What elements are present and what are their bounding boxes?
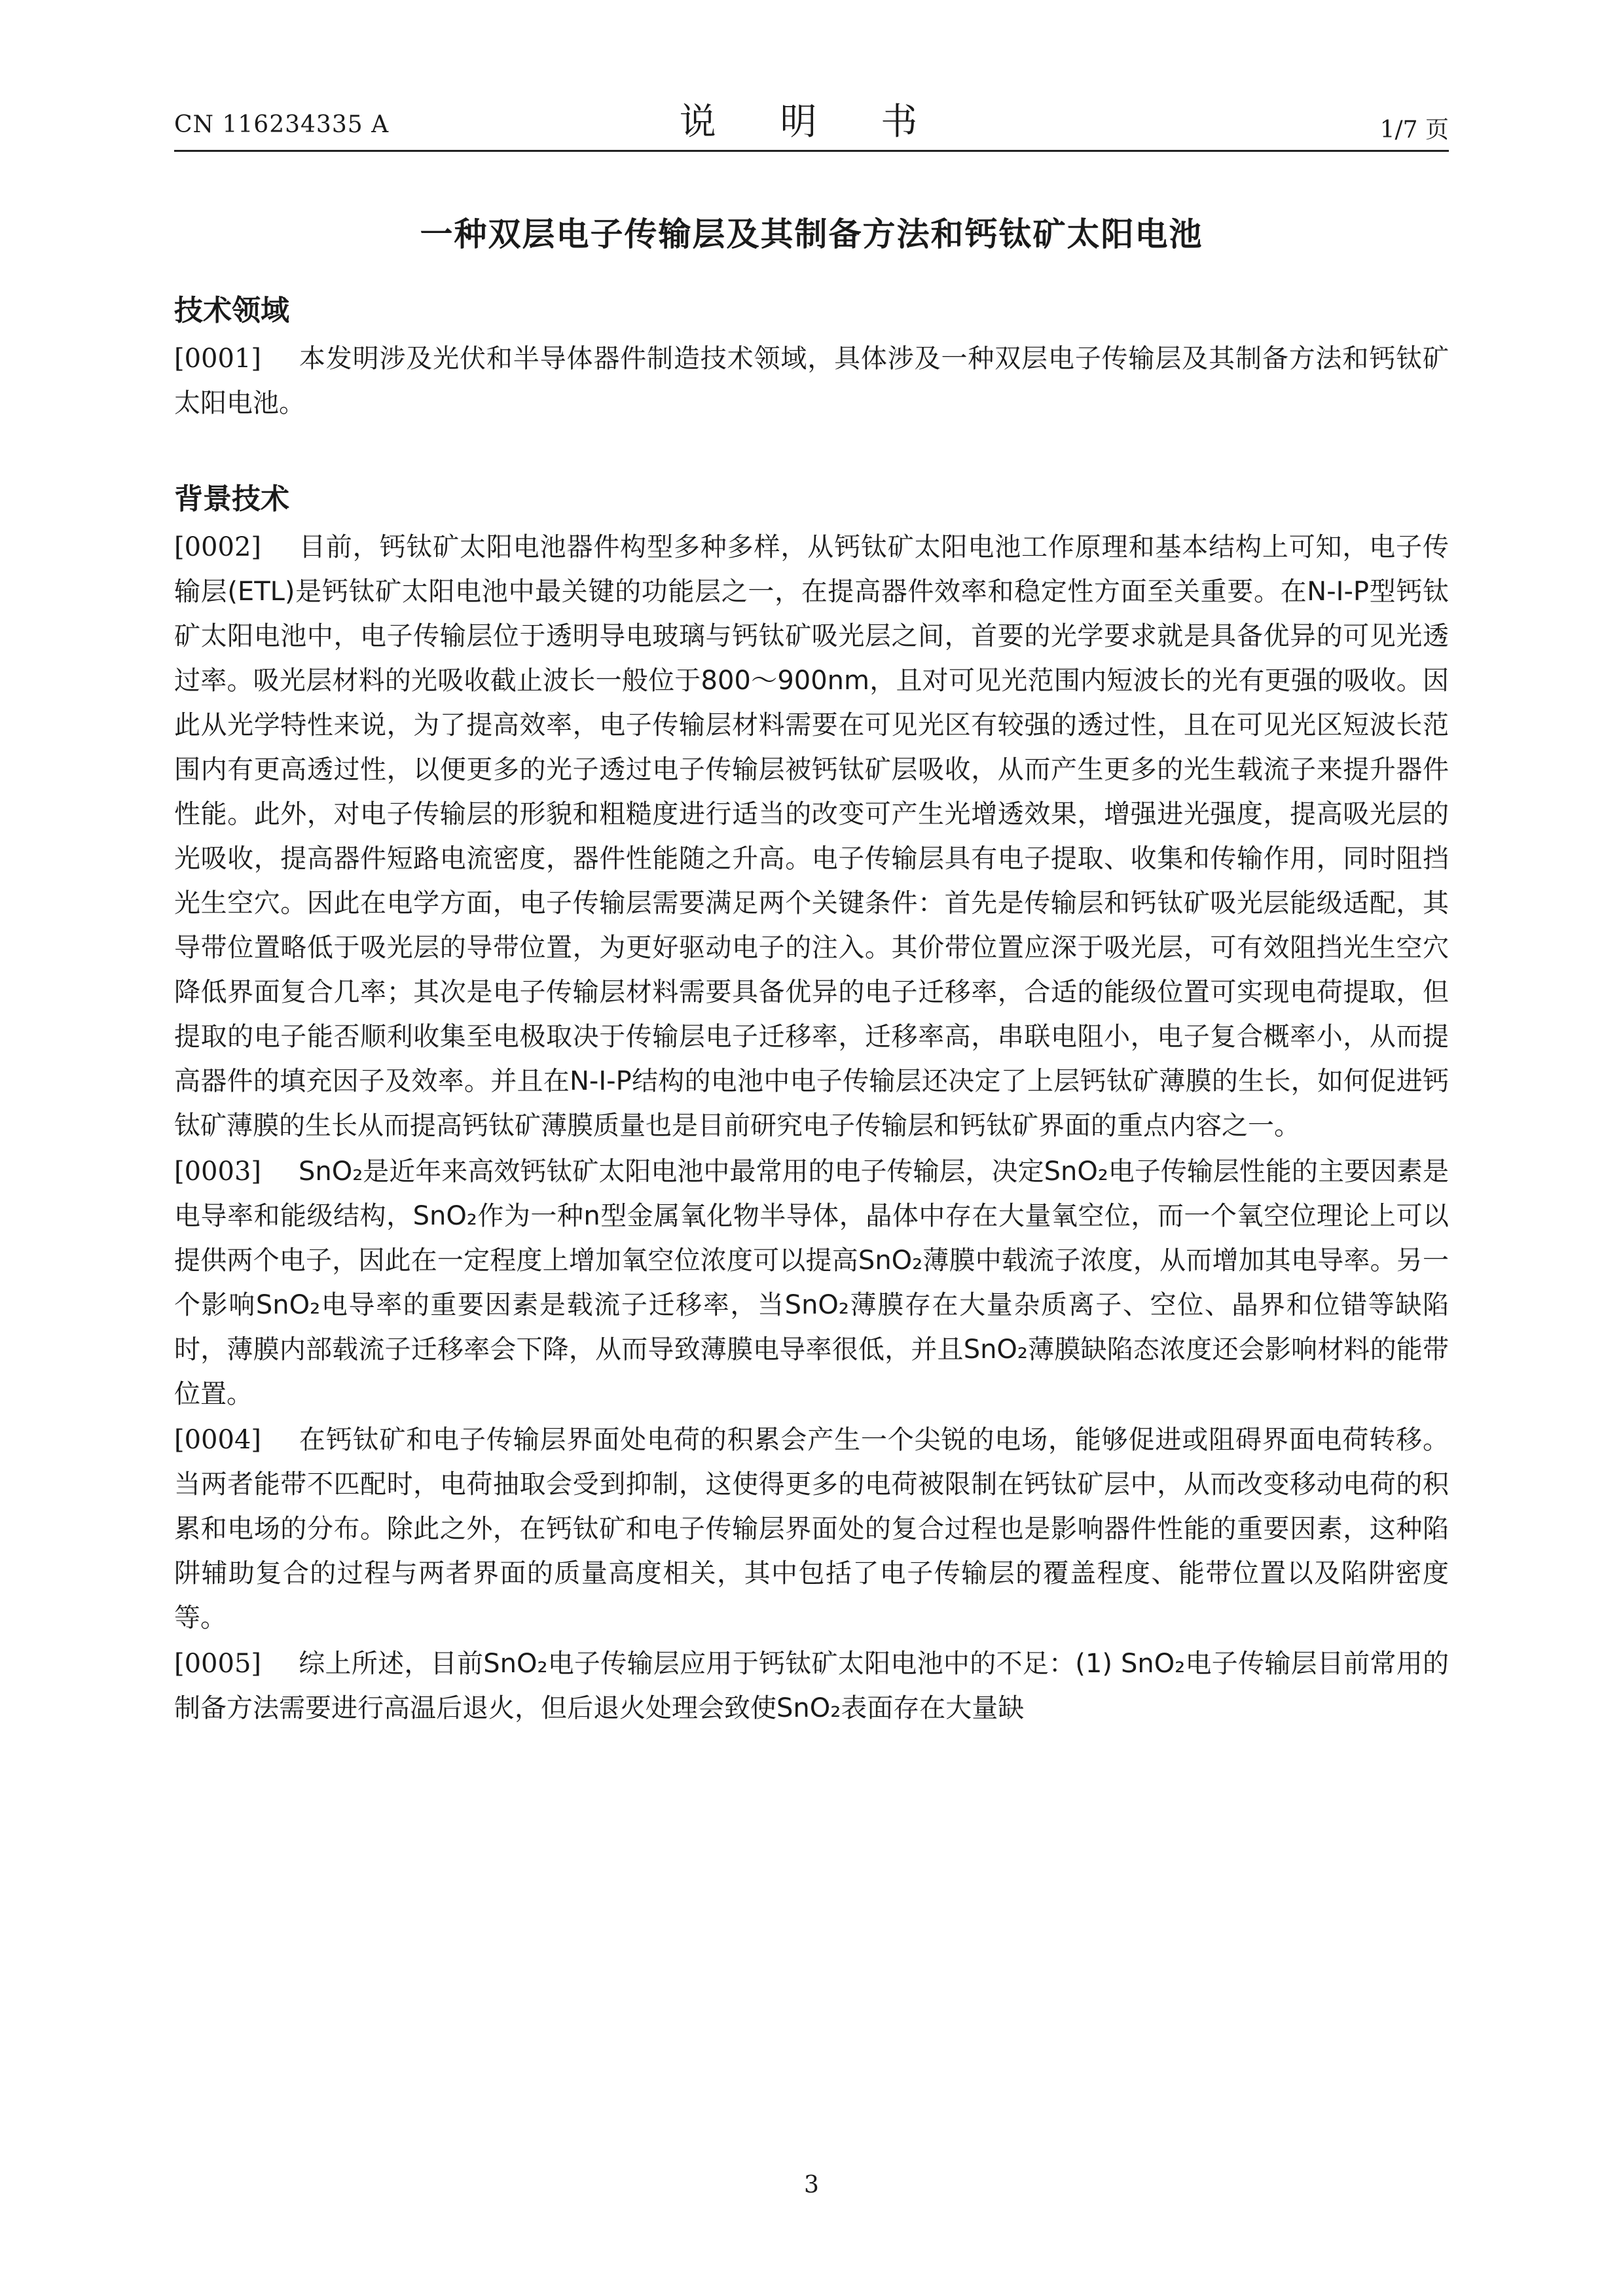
paragraph-number: [0004] xyxy=(174,1425,262,1455)
paragraph-text: 本发明涉及光伏和半导体器件制造技术领域，具体涉及一种双层电子传输层及其制备方法和钙钛矿太阳电池。 xyxy=(174,344,1449,418)
paragraph-text: SnO₂是近年来高效钙钛矿太阳电池中最常用的电子传输层，决定SnO₂电子传输层性能的主要因素是电导率和能级结构，SnO₂作为一种n型金属氧化物半导体，晶体中存在大量氧空位，而一个氧空位理论上可以提供两个电子，因此在一定程度上增加氧空位浓度可以提高SnO₂薄膜中载流子浓度，从而增加其电导率。另一个影响SnO₂电导率的重要因素是载流子迁移率，当SnO₂薄膜存在大量杂质离子、空位、晶界和位错等缺陷时，薄膜内部载流子迁移率会下降，从而导致薄膜电导率很低，并且SnO₂薄膜缺陷态浓度还会影响材料的能带位置。 xyxy=(174,1157,1449,1409)
paragraph-text: 在钙钛矿和电子传输层界面处电荷的积累会产生一个尖锐的电场，能够促进或阻碍界面电荷转移。当两者能带不匹配时，电荷抽取会受到抑制，这使得更多的电荷被限制在钙钛矿层中，从而改变移动电荷的积累和电场的分布。除此之外，在钙钛矿和电子传输层界面处的复合过程也是影响器件性能的重要因素，这种陷阱辅助复合的过程与两者界面的质量高度相关，其中包括了电子传输层的覆盖程度、能带位置以及陷阱密度等。 xyxy=(174,1425,1449,1633)
paragraph-0002 xyxy=(174,525,1449,1148)
paragraph-0005 xyxy=(174,1641,1449,1731)
paragraph-0004 xyxy=(174,1418,1449,1640)
document-body xyxy=(174,288,1449,1732)
publication-number: CN 116234335 A xyxy=(174,111,390,138)
paragraph-text: 目前，钙钛矿太阳电池器件构型多种多样，从钙钛矿太阳电池工作原理和基本结构上可知，电子传输层(ETL)是钙钛矿太阳电池中最关键的功能层之一，在提高器件效率和稳定性方面至关重要。在N-I-P型钙钛矿太阳电池中，电子传输层位于透明导电玻璃与钙钛矿吸光层之间，首要的光学要求就是具备优异的可见光透过率。吸光层材料的光吸收截止波长一般位于800～900nm，且对可见光范围内短波长的光有更强的吸收。因此从光学特性来说，为了提高效率，电子传输层材料需要在可见光区有较强的透过性，且在可见光区短波长范围内有更高透过性，以便更多的光子透过电子传输层被钙钛矿层吸收，从而产生更多的光生载流子来提升器件性能。此外，对电子传输层的形貌和粗糙度进行适当的改变可产生光增透效果，增强进光强度，提高吸光层的光吸收，提高器件短路电流密度，器件性能随之升高。电子传输层具有电子提取、收集和传输作用，同时阻挡光生空穴。因此在电学方面，电子传输层需要满足两个关键条件：首先是传输层和钙钛矿吸光层能级适配，其导带位置略低于吸光层的导带位置，为更好驱动电子的注入。其价带位置应深于吸光层，可有效阻挡光生空穴降低界面复合几率；其次是电子传输层材料需要具备优异的电子迁移率，合适的能级位置可实现电荷提取，但提取的电子能否顺利收集至电极取决于传输层电子迁移率，迁移率高，串联电阻小，电子复合概率小，从而提高器件的填充因子及效率。并且在N-I-P结构的电池中电子传输层还决定了上层钙钛矿薄膜的生长，如何促进钙钛矿薄膜的生长从而提高钙钛矿薄膜质量也是目前研究电子传输层和钙钛矿界面的重点内容之一。 xyxy=(174,532,1449,1141)
paragraph-number: [0002] xyxy=(174,532,262,562)
paragraph-number: [0005] xyxy=(174,1649,262,1679)
section-heading-technical-field: 技术领域 xyxy=(174,294,289,327)
paragraph-number: [0001] xyxy=(174,344,262,374)
section-spacer xyxy=(174,427,1449,463)
paragraph-text: 综上所述，目前SnO₂电子传输层应用于钙钛矿太阳电池中的不足：(1) SnO₂电子传输层目前常用的制备方法需要进行高温后退火，但后退火处理会致使SnO₂表面存在大量缺 xyxy=(174,1649,1449,1723)
paragraph-number: [0003] xyxy=(174,1157,262,1187)
page-header xyxy=(0,0,1623,170)
document-type-title: 说 明 书 xyxy=(679,101,944,143)
page-info: 1/7 页 xyxy=(1379,117,1449,143)
invention-title: 一种双层电子传输层及其制备方法和钙钛矿太阳电池 xyxy=(420,215,1203,253)
paragraph-0001 xyxy=(174,336,1449,425)
section-heading-background-art: 背景技术 xyxy=(174,482,289,516)
header-rule xyxy=(174,150,1449,152)
page-number: 3 xyxy=(804,2172,819,2198)
paragraph-0003 xyxy=(174,1149,1449,1416)
